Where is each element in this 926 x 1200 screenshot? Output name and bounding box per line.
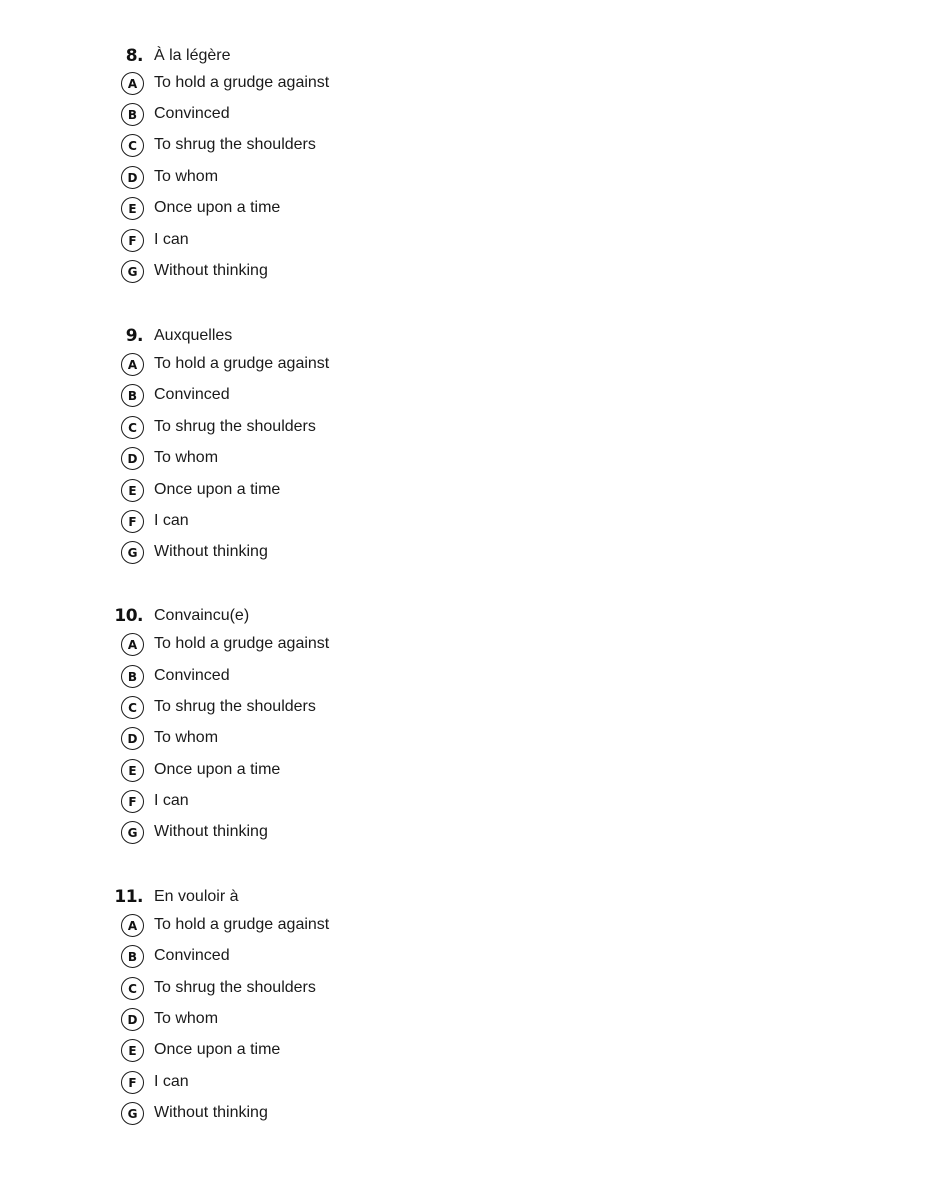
option-letter-circle[interactable]: A <box>121 633 144 656</box>
option-text: To whom <box>154 729 219 746</box>
option-f[interactable] <box>0 509 600 535</box>
option-letter-circle[interactable]: B <box>121 665 144 688</box>
question-number: 8. <box>125 46 143 66</box>
question-prompt: Convaincu(e) <box>154 607 250 624</box>
option-e[interactable] <box>0 758 600 784</box>
option-text: I can <box>154 1073 189 1090</box>
option-f[interactable] <box>0 1070 600 1096</box>
option-letter-circle[interactable]: G <box>121 541 144 564</box>
option-letter-circle[interactable]: B <box>121 384 144 407</box>
option-letter-circle[interactable]: B <box>121 945 144 968</box>
option-letter-circle[interactable]: C <box>121 977 144 1000</box>
option-letter-circle[interactable]: C <box>121 134 144 157</box>
option-a[interactable] <box>0 632 600 658</box>
option-text: I can <box>154 512 189 529</box>
option-a[interactable] <box>0 352 600 378</box>
question-header <box>0 44 600 68</box>
option-letter-circle[interactable]: D <box>121 727 144 750</box>
option-text: To whom <box>154 168 219 185</box>
option-letter-circle[interactable]: D <box>121 166 144 189</box>
option-letter-circle[interactable]: F <box>121 229 144 252</box>
option-text: To shrug the shoulders <box>154 698 316 715</box>
option-letter-circle[interactable]: A <box>121 72 144 95</box>
option-text: Convinced <box>154 386 230 403</box>
option-letter-circle[interactable]: E <box>121 1039 144 1062</box>
option-text: To whom <box>154 449 219 466</box>
option-c[interactable] <box>0 415 600 441</box>
question-prompt: En vouloir à <box>154 888 239 905</box>
option-text: I can <box>154 792 189 809</box>
option-a[interactable] <box>0 71 600 97</box>
option-text: To hold a grudge against <box>154 355 330 372</box>
option-text: Convinced <box>154 667 230 684</box>
option-text: To hold a grudge against <box>154 635 330 652</box>
question-number: 10. <box>114 606 143 626</box>
option-g[interactable] <box>0 1101 600 1127</box>
option-b[interactable] <box>0 664 600 690</box>
option-b[interactable] <box>0 102 600 128</box>
option-text: Once upon a time <box>154 481 281 498</box>
option-letter-circle[interactable]: E <box>121 479 144 502</box>
option-letter-circle[interactable]: C <box>121 416 144 439</box>
option-letter-circle[interactable]: F <box>121 1071 144 1094</box>
option-c[interactable] <box>0 133 600 159</box>
option-e[interactable] <box>0 196 600 222</box>
option-text: To hold a grudge against <box>154 74 330 91</box>
option-letter-circle[interactable]: D <box>121 447 144 470</box>
question-prompt: Auxquelles <box>154 327 233 344</box>
question-prompt: À la légère <box>154 47 231 64</box>
option-letter-circle[interactable]: G <box>121 1102 144 1125</box>
option-text: Convinced <box>154 947 230 964</box>
option-letter-circle[interactable]: F <box>121 790 144 813</box>
option-a[interactable] <box>0 913 600 939</box>
option-d[interactable] <box>0 726 600 752</box>
option-text: Convinced <box>154 105 230 122</box>
option-b[interactable] <box>0 383 600 409</box>
option-text: I can <box>154 231 189 248</box>
option-text: Without thinking <box>154 543 268 560</box>
option-letter-circle[interactable]: C <box>121 696 144 719</box>
option-d[interactable] <box>0 165 600 191</box>
option-text: To shrug the shoulders <box>154 136 316 153</box>
option-letter-circle[interactable]: B <box>121 103 144 126</box>
option-d[interactable] <box>0 446 600 472</box>
option-text: Once upon a time <box>154 1041 281 1058</box>
option-text: Once upon a time <box>154 199 281 216</box>
option-e[interactable] <box>0 1038 600 1064</box>
option-letter-circle[interactable]: F <box>121 510 144 533</box>
option-letter-circle[interactable]: E <box>121 759 144 782</box>
option-c[interactable] <box>0 976 600 1002</box>
option-letter-circle[interactable]: G <box>121 821 144 844</box>
option-text: To shrug the shoulders <box>154 979 316 996</box>
option-text: Without thinking <box>154 823 268 840</box>
option-letter-circle[interactable]: D <box>121 1008 144 1031</box>
option-text: To whom <box>154 1010 219 1027</box>
option-g[interactable] <box>0 540 600 566</box>
option-f[interactable] <box>0 789 600 815</box>
question-header <box>0 885 600 909</box>
question-number: 11. <box>114 887 143 907</box>
option-text: Once upon a time <box>154 761 281 778</box>
option-g[interactable] <box>0 259 600 285</box>
option-letter-circle[interactable]: G <box>121 260 144 283</box>
option-e[interactable] <box>0 478 600 504</box>
option-text: To hold a grudge against <box>154 916 330 933</box>
option-letter-circle[interactable]: E <box>121 197 144 220</box>
option-c[interactable] <box>0 695 600 721</box>
option-text: Without thinking <box>154 1104 268 1121</box>
option-g[interactable] <box>0 820 600 846</box>
option-letter-circle[interactable]: A <box>121 353 144 376</box>
option-text: To shrug the shoulders <box>154 418 316 435</box>
option-f[interactable] <box>0 228 600 254</box>
question-number: 9. <box>125 326 143 346</box>
question-header <box>0 604 600 628</box>
question-header <box>0 324 600 348</box>
option-letter-circle[interactable]: A <box>121 914 144 937</box>
option-b[interactable] <box>0 944 600 970</box>
option-text: Without thinking <box>154 262 268 279</box>
option-d[interactable] <box>0 1007 600 1033</box>
